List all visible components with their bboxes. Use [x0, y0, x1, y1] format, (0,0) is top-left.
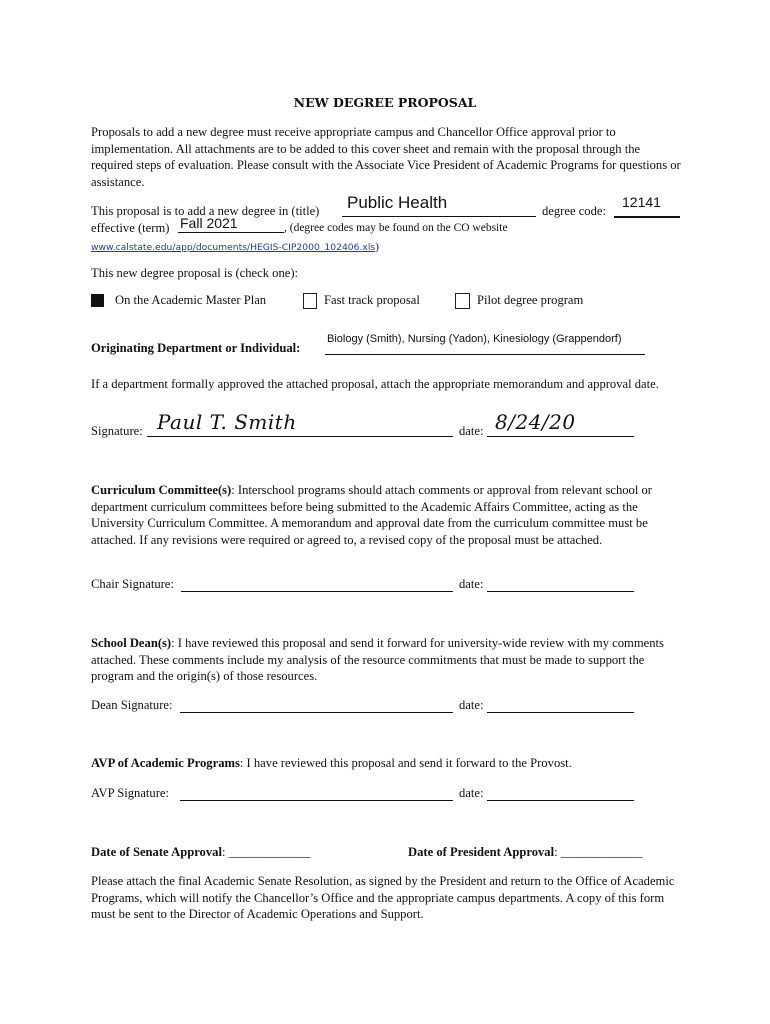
degree-code-label: degree code: [542, 204, 606, 218]
effective-term-field[interactable] [178, 216, 284, 233]
link-close-paren: ) [375, 241, 379, 253]
avp-date-label: date: [459, 786, 484, 800]
option-label: Fast track proposal [324, 293, 420, 307]
chair-signature-label: Chair Signature: [91, 577, 174, 591]
avp-heading: AVP of Academic Programs [91, 756, 240, 770]
signature-value: Paul T. Smith [157, 410, 297, 434]
chair-date-field[interactable] [487, 576, 634, 592]
effective-term-label: effective (term) [91, 221, 170, 235]
hegis-link[interactable]: www.calstate.edu/app/documents/HEGIS-CIP2000_102406.xls [91, 242, 376, 253]
checkbox-unchecked[interactable] [303, 293, 317, 309]
dean-text: : I have reviewed this proposal and send it forward for university-wide review with my comments attached. These comments include my analysis of the resource commitments that must be made to support the program and the origin(s) of those resources. [91, 636, 664, 683]
senate-approval-label: Date of Senate Approval [91, 845, 222, 859]
curriculum-heading: Curriculum Committee(s) [91, 483, 232, 497]
degree-codes-note: , (degree codes may be found on the CO website [284, 222, 508, 234]
option-label: On the Academic Master Plan [115, 293, 267, 307]
degree-title-label: This proposal is to add a new degree in (title) [91, 204, 320, 218]
chair-date-label: date: [459, 577, 484, 591]
avp-paragraph [91, 755, 681, 772]
effective-term-value: Fall 2021 [180, 215, 238, 231]
dean-paragraph [91, 635, 681, 685]
signature-field[interactable] [147, 410, 453, 437]
senate-approval-line[interactable] [91, 844, 310, 861]
option-label: Pilot degree program [477, 293, 584, 307]
checkbox-checked[interactable] [91, 294, 104, 307]
check-prompt: This new degree proposal is (check one): [91, 266, 299, 280]
senate-approval-blank: : _____________ [221, 845, 311, 859]
signature-label: Signature: [91, 424, 143, 438]
dean-signature-label: Dean Signature: [91, 698, 173, 712]
avp-signature-label: AVP Signature: [91, 786, 170, 800]
degree-title-value: Public Health [347, 193, 448, 212]
dean-signature-field[interactable] [180, 697, 453, 713]
closing-paragraph: Please attach the final Academic Senate Resolution, as signed by the President and return to the Office of Academic Programs, which will notify the Chancellor’s Office and the appropriate campus departments. A copy of this form must be sent to the Director of Academic Operations and Support. [91, 874, 675, 921]
memo-note: If a department formally approved the attached proposal, attach the appropriate memorandum and approval date. [91, 377, 659, 391]
chair-signature-field[interactable] [181, 576, 453, 592]
originating-value: Biology (Smith), Nursing (Yadon), Kinesiology (Grappendorf) [327, 333, 622, 345]
avp-date-field[interactable] [487, 785, 634, 801]
degree-code-value: 12141 [622, 194, 661, 210]
intro-paragraph: Proposals to add a new degree must receive appropriate campus and Chancellor Office approval prior to implementation. All attachments are to be added to this cover sheet and remain with the proposal through the required steps of evaluation. Please consult with the Associate Vice President of Academic Programs for questions or assistance. [91, 125, 681, 189]
president-approval-label: Date of President Approval [408, 845, 555, 859]
signature-date-field[interactable] [487, 410, 634, 437]
degree-code-field[interactable] [614, 193, 680, 218]
dean-date-field[interactable] [487, 697, 634, 713]
originating-field[interactable] [325, 330, 645, 355]
curriculum-paragraph [91, 482, 681, 548]
signature-date-label: date: [459, 424, 484, 438]
dean-date-label: date: [459, 698, 484, 712]
originating-label: Originating Department or Individual: [91, 341, 301, 355]
page-title: NEW DEGREE PROPOSAL [293, 95, 477, 110]
checkbox-unchecked[interactable] [455, 293, 470, 309]
curriculum-text: : Interschool programs should attach comments or approval from relevant school or department curriculum committees before being submitted to the Academic Affairs Committee, acting as the University Curriculum Committee. A memorandum and approval date from the curriculum committee must be attached. If any revisions were required or agreed to, a revised copy of the proposal must be attached. [91, 483, 652, 547]
avp-signature-field[interactable] [180, 785, 453, 801]
president-approval-blank: : _____________ [554, 845, 643, 859]
president-approval-line[interactable] [408, 844, 643, 861]
dean-heading: School Dean(s) [91, 636, 172, 650]
avp-text: : I have reviewed this proposal and send it forward to the Provost. [239, 756, 572, 770]
signature-date-value: 8/24/20 [495, 410, 576, 434]
degree-title-field[interactable] [342, 193, 536, 217]
